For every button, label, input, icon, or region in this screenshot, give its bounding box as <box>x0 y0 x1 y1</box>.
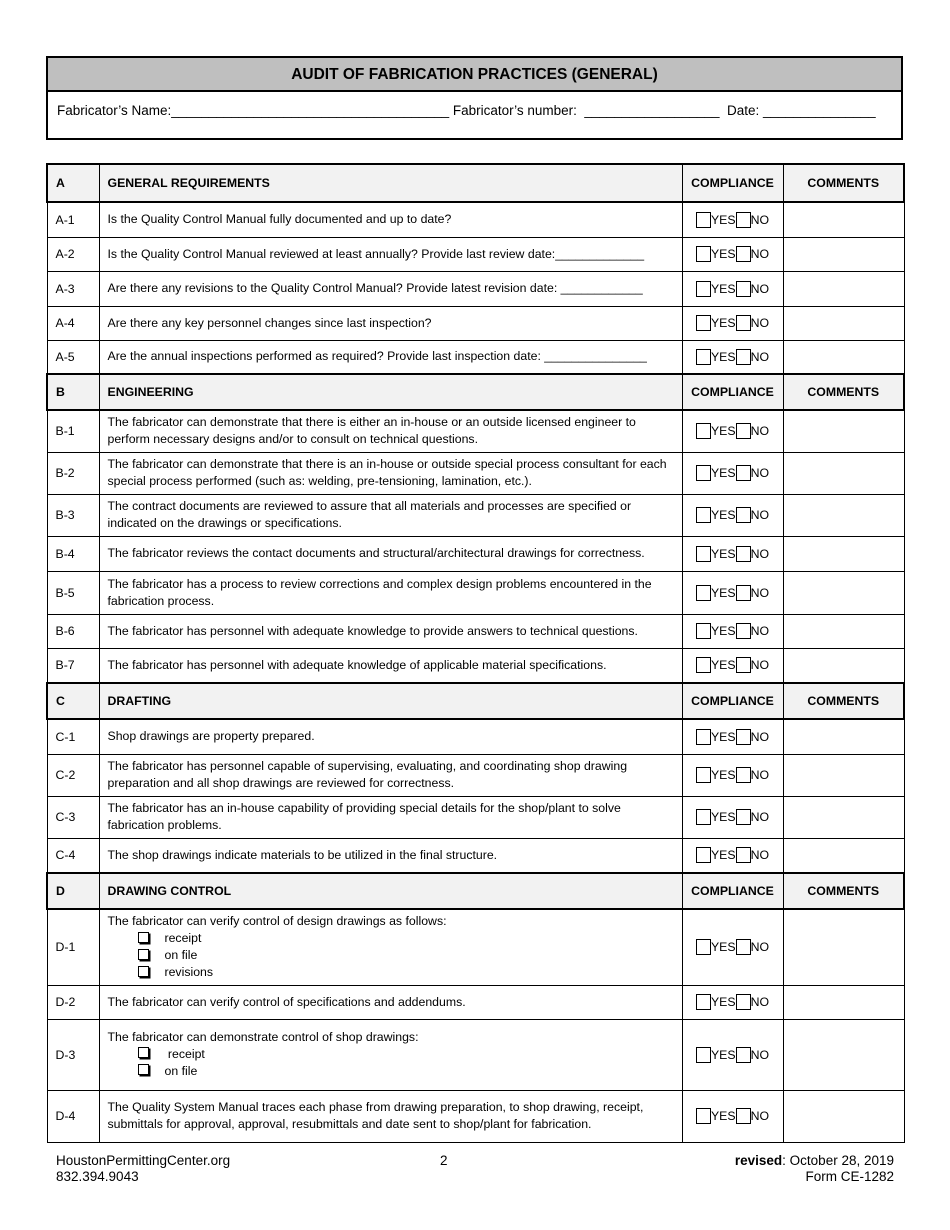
comments-cell[interactable] <box>783 754 904 796</box>
question-text: The fabricator has personnel capable of supervising, evaluating, and coordinating shop drawing preparation and all shop drawings are reviewed for correctness. <box>107 759 628 790</box>
question-id: B-6 <box>47 614 99 648</box>
yes-label: YES <box>710 810 736 824</box>
yes-label: YES <box>710 281 736 296</box>
comments-cell[interactable] <box>783 306 904 340</box>
compliance-cell <box>682 494 783 536</box>
table-row <box>47 410 904 452</box>
question-text: The contract documents are reviewed to assure that all materials and processes are specified or indicated on the drawings or specifications. <box>107 499 632 530</box>
question-text-cell <box>99 536 682 571</box>
no-checkbox[interactable] <box>736 281 751 297</box>
comments-header: COMMENTS <box>783 683 904 719</box>
no-label: NO <box>750 466 770 480</box>
question-text: Are there any key personnel changes since last inspection? <box>107 315 432 330</box>
section-header-c <box>47 683 904 719</box>
no-label: NO <box>750 1109 770 1123</box>
form-number: Form CE-1282 <box>805 1169 894 1184</box>
table-row <box>47 571 904 614</box>
question-id: C-2 <box>47 754 99 796</box>
section-header-d <box>47 873 904 909</box>
yes-label: YES <box>710 848 736 863</box>
sub-item-label: on file <box>164 1064 198 1078</box>
question-text: The Quality System Manual traces each phase from drawing preparation, to shop drawing, receipt, submittals for approval, approval, resubmittals and date sent to shop/plant for fabrication. <box>107 1100 644 1131</box>
compliance-header: COMPLIANCE <box>682 683 783 719</box>
section-title: DRAFTING <box>99 683 682 719</box>
comments-cell[interactable] <box>783 909 904 985</box>
footer-right <box>735 1153 894 1185</box>
sub-item-label: on file <box>164 948 198 963</box>
question-text-cell <box>99 306 682 340</box>
question-id: B-4 <box>47 536 99 571</box>
question-id: C-4 <box>47 838 99 873</box>
comments-cell[interactable] <box>783 536 904 571</box>
question-id: C-3 <box>47 796 99 838</box>
checkbox-icon[interactable] <box>138 949 149 960</box>
table-row <box>47 909 904 985</box>
table-row <box>47 494 904 536</box>
yes-label: YES <box>710 585 736 600</box>
no-checkbox[interactable] <box>736 809 751 825</box>
compliance-header: COMPLIANCE <box>682 873 783 909</box>
compliance-cell <box>682 1019 783 1090</box>
sub-item <box>108 1063 674 1080</box>
yes-checkbox[interactable] <box>696 994 711 1010</box>
compliance-cell <box>682 985 783 1019</box>
question-text: The fabricator reviews the contact documents and structural/architectural drawings for correctness. <box>107 546 645 560</box>
yes-checkbox[interactable] <box>696 546 711 562</box>
question-text: Is the Quality Control Manual fully documented and up to date? <box>107 212 452 227</box>
question-text: The fabricator can demonstrate control of shop drawings: <box>107 1030 419 1044</box>
table-row <box>47 536 904 571</box>
table-row <box>47 1019 904 1090</box>
question-text-cell <box>99 271 682 306</box>
question-text-cell <box>99 838 682 873</box>
section-title: DRAWING CONTROL <box>99 873 682 909</box>
sub-item <box>108 947 674 964</box>
table-row <box>47 202 904 237</box>
no-label: NO <box>750 624 770 638</box>
comments-cell[interactable] <box>783 719 904 754</box>
no-label: NO <box>750 546 770 561</box>
comments-cell[interactable] <box>783 838 904 873</box>
question-text: Are the annual inspections performed as required? Provide last inspection date: _______________ <box>107 349 647 364</box>
yes-label: YES <box>710 349 736 364</box>
question-text: The fabricator can verify control of specifications and addendums. <box>107 994 466 1009</box>
no-checkbox[interactable] <box>736 767 751 783</box>
compliance-cell <box>682 838 783 873</box>
comments-cell[interactable] <box>783 237 904 271</box>
yes-checkbox[interactable] <box>696 939 711 955</box>
no-label: NO <box>750 1047 770 1062</box>
yes-checkbox[interactable] <box>696 1108 711 1124</box>
table-row <box>47 796 904 838</box>
sub-item-label: receipt <box>164 1047 205 1061</box>
no-label: NO <box>750 316 770 330</box>
comments-header: COMMENTS <box>783 374 904 410</box>
yes-label: YES <box>710 768 736 782</box>
revised-date: : October 28, 2019 <box>782 1153 894 1168</box>
no-checkbox[interactable] <box>736 623 751 639</box>
yes-checkbox[interactable] <box>696 585 711 601</box>
no-checkbox[interactable] <box>736 585 751 601</box>
question-text-cell <box>99 719 682 754</box>
compliance-cell <box>682 202 783 237</box>
question-id: A-4 <box>47 306 99 340</box>
compliance-cell <box>682 571 783 614</box>
sub-item <box>108 1046 674 1063</box>
compliance-cell <box>682 536 783 571</box>
question-text: Is the Quality Control Manual reviewed at least annually? Provide last review date:_____________ <box>107 246 645 261</box>
yes-label: YES <box>710 424 736 439</box>
no-checkbox[interactable] <box>736 423 751 439</box>
checkbox-icon[interactable] <box>138 1064 149 1075</box>
no-checkbox[interactable] <box>736 847 751 863</box>
question-id: C-1 <box>47 719 99 754</box>
no-label: NO <box>750 212 770 227</box>
question-text: The fabricator can demonstrate that there is an in-house or outside special process consultant for each special process performed (such as: welding, pre-tensioning, lamination, etc.). <box>107 457 667 488</box>
no-label: NO <box>750 995 770 1009</box>
sub-item-label: receipt <box>164 931 202 946</box>
sub-item <box>108 964 674 981</box>
yes-label: YES <box>710 466 736 480</box>
checkbox-icon[interactable] <box>138 932 149 943</box>
yes-label: YES <box>710 995 736 1009</box>
question-id: A-3 <box>47 271 99 306</box>
question-id: A-5 <box>47 340 99 374</box>
question-id: A-2 <box>47 237 99 271</box>
no-label: NO <box>750 810 770 824</box>
table-row <box>47 648 904 683</box>
checkbox-icon[interactable] <box>138 966 149 977</box>
table-row <box>47 985 904 1019</box>
page-number: 2 <box>440 1153 448 1168</box>
no-label: NO <box>750 768 770 782</box>
comments-cell[interactable] <box>783 452 904 494</box>
revised-line <box>735 1153 894 1169</box>
compliance-cell <box>682 648 783 683</box>
yes-checkbox[interactable] <box>696 507 711 523</box>
no-checkbox[interactable] <box>736 657 751 673</box>
yes-checkbox[interactable] <box>696 423 711 439</box>
question-text-cell <box>99 452 682 494</box>
yes-checkbox[interactable] <box>696 767 711 783</box>
comments-cell[interactable] <box>783 202 904 237</box>
yes-checkbox[interactable] <box>696 1047 711 1063</box>
question-text-cell <box>99 614 682 648</box>
comments-cell[interactable] <box>783 271 904 306</box>
question-text-cell <box>99 796 682 838</box>
question-text-cell <box>99 571 682 614</box>
sub-item <box>108 930 674 947</box>
question-text: Are there any revisions to the Quality Control Manual? Provide latest revision date: ____________ <box>107 281 643 295</box>
compliance-cell <box>682 754 783 796</box>
yes-label: YES <box>710 247 736 261</box>
yes-label: YES <box>710 316 736 330</box>
question-text-cell <box>99 648 682 683</box>
question-text: The fabricator can demonstrate that there is either an in-house or an outside licensed engineer to perform necessary designs and/or to consult on technical questions. <box>107 415 636 447</box>
yes-checkbox[interactable] <box>696 847 711 863</box>
question-text: The shop drawings indicate materials to be utilized in the final structure. <box>107 847 498 862</box>
section-id: B <box>47 374 99 410</box>
comments-cell[interactable] <box>783 796 904 838</box>
question-id: B-1 <box>47 410 99 452</box>
no-label: NO <box>750 585 770 600</box>
no-checkbox[interactable] <box>736 1108 751 1124</box>
yes-checkbox[interactable] <box>696 465 711 481</box>
compliance-cell <box>682 306 783 340</box>
yes-label: YES <box>710 546 736 561</box>
no-label: NO <box>750 940 770 955</box>
comments-header: COMMENTS <box>783 164 904 202</box>
question-text-cell <box>99 340 682 374</box>
question-text: The fabricator has an in-house capability of providing special details for the shop/plant to solve fabrication problems. <box>107 801 621 832</box>
no-label: NO <box>750 658 770 673</box>
section-id: A <box>47 164 99 202</box>
question-text: Shop drawings are property prepared. <box>107 729 315 744</box>
table-row <box>47 340 904 374</box>
table-row <box>47 237 904 271</box>
yes-checkbox[interactable] <box>696 315 711 331</box>
checkbox-icon[interactable] <box>138 1047 149 1058</box>
sub-item-label: revisions <box>164 965 214 980</box>
compliance-cell <box>682 452 783 494</box>
no-checkbox[interactable] <box>736 507 751 523</box>
no-checkbox[interactable] <box>736 349 751 365</box>
yes-checkbox[interactable] <box>696 281 711 297</box>
question-text-cell <box>99 410 682 452</box>
table-row <box>47 838 904 873</box>
yes-checkbox[interactable] <box>696 623 711 639</box>
section-header-b <box>47 374 904 410</box>
table-row <box>47 754 904 796</box>
yes-checkbox[interactable] <box>696 657 711 673</box>
table-row <box>47 452 904 494</box>
question-id: D-3 <box>47 1019 99 1090</box>
question-id: B-3 <box>47 494 99 536</box>
yes-label: YES <box>710 940 736 955</box>
comments-cell[interactable] <box>783 1090 904 1142</box>
comments-header: COMMENTS <box>783 873 904 909</box>
no-label: NO <box>750 247 770 261</box>
compliance-cell <box>682 719 783 754</box>
no-checkbox[interactable] <box>736 939 751 955</box>
comments-cell[interactable] <box>783 614 904 648</box>
yes-label: YES <box>710 1047 736 1062</box>
comments-cell[interactable] <box>783 1019 904 1090</box>
comments-cell[interactable] <box>783 571 904 614</box>
section-header-a <box>47 164 904 202</box>
question-text-cell <box>99 1090 682 1142</box>
table-row <box>47 271 904 306</box>
no-label: NO <box>750 349 770 364</box>
yes-label: YES <box>710 1109 736 1123</box>
yes-label: YES <box>710 508 736 522</box>
compliance-cell <box>682 796 783 838</box>
no-checkbox[interactable] <box>736 465 751 481</box>
table-row <box>47 1090 904 1142</box>
footer-website: HoustonPermittingCenter.org <box>56 1153 231 1168</box>
question-text: The fabricator has personnel with adequate knowledge of applicable material specifications. <box>107 657 607 672</box>
no-label: NO <box>750 508 770 522</box>
no-checkbox[interactable] <box>736 212 751 228</box>
comments-cell[interactable] <box>783 985 904 1019</box>
yes-checkbox[interactable] <box>696 212 711 228</box>
no-checkbox[interactable] <box>736 315 751 331</box>
question-id: D-4 <box>47 1090 99 1142</box>
section-title: GENERAL REQUIREMENTS <box>99 164 682 202</box>
form-header <box>46 56 903 140</box>
question-text-cell <box>99 754 682 796</box>
no-checkbox[interactable] <box>736 994 751 1010</box>
comments-cell[interactable] <box>783 410 904 452</box>
question-id: D-1 <box>47 909 99 985</box>
compliance-header: COMPLIANCE <box>682 374 783 410</box>
question-text-cell <box>99 909 682 985</box>
yes-label: YES <box>710 729 736 744</box>
no-checkbox[interactable] <box>736 729 751 745</box>
question-id: B-5 <box>47 571 99 614</box>
question-text-cell <box>99 494 682 536</box>
table-row <box>47 719 904 754</box>
no-checkbox[interactable] <box>736 1047 751 1063</box>
question-text-cell <box>99 202 682 237</box>
question-id: B-2 <box>47 452 99 494</box>
yes-checkbox[interactable] <box>696 246 711 262</box>
section-title: ENGINEERING <box>99 374 682 410</box>
no-checkbox[interactable] <box>736 546 751 562</box>
question-id: D-2 <box>47 985 99 1019</box>
yes-checkbox[interactable] <box>696 349 711 365</box>
section-id: C <box>47 683 99 719</box>
compliance-cell <box>682 410 783 452</box>
compliance-cell <box>682 340 783 374</box>
no-checkbox[interactable] <box>736 246 751 262</box>
form-title: AUDIT OF FABRICATION PRACTICES (GENERAL) <box>48 58 901 92</box>
compliance-header: COMPLIANCE <box>682 164 783 202</box>
table-row <box>47 614 904 648</box>
no-label: NO <box>750 424 770 439</box>
compliance-cell <box>682 909 783 985</box>
fabricator-fields-line[interactable]: Fabricator’s Name:_____________________________________ Fabricator’s number: __________________ Date: _______________ <box>57 103 876 118</box>
no-label: NO <box>750 848 770 863</box>
section-id: D <box>47 873 99 909</box>
table-row <box>47 306 904 340</box>
compliance-cell <box>682 614 783 648</box>
compliance-cell <box>682 1090 783 1142</box>
comments-cell[interactable] <box>783 340 904 374</box>
question-text-cell <box>99 985 682 1019</box>
yes-label: YES <box>710 658 736 673</box>
revised-label: revised <box>734 1153 783 1168</box>
yes-checkbox[interactable] <box>696 809 711 825</box>
footer-phone: 832.394.9043 <box>56 1169 139 1184</box>
audit-table <box>46 163 905 1143</box>
question-id: B-7 <box>47 648 99 683</box>
no-label: NO <box>750 729 770 744</box>
comments-cell[interactable] <box>783 494 904 536</box>
compliance-cell <box>682 237 783 271</box>
question-text: The fabricator can verify control of design drawings as follows: <box>107 914 447 929</box>
question-text: The fabricator has personnel with adequate knowledge to provide answers to technical questions. <box>107 623 638 638</box>
question-text-cell <box>99 1019 682 1090</box>
yes-label: YES <box>710 624 736 638</box>
comments-cell[interactable] <box>783 648 904 683</box>
compliance-cell <box>682 271 783 306</box>
question-text: The fabricator has a process to review corrections and complex design problems encountered in the fabrication process. <box>107 576 652 608</box>
yes-checkbox[interactable] <box>696 729 711 745</box>
no-label: NO <box>750 281 770 296</box>
footer-left <box>56 1153 230 1185</box>
question-text-cell <box>99 237 682 271</box>
yes-label: YES <box>710 212 736 227</box>
question-id: A-1 <box>47 202 99 237</box>
